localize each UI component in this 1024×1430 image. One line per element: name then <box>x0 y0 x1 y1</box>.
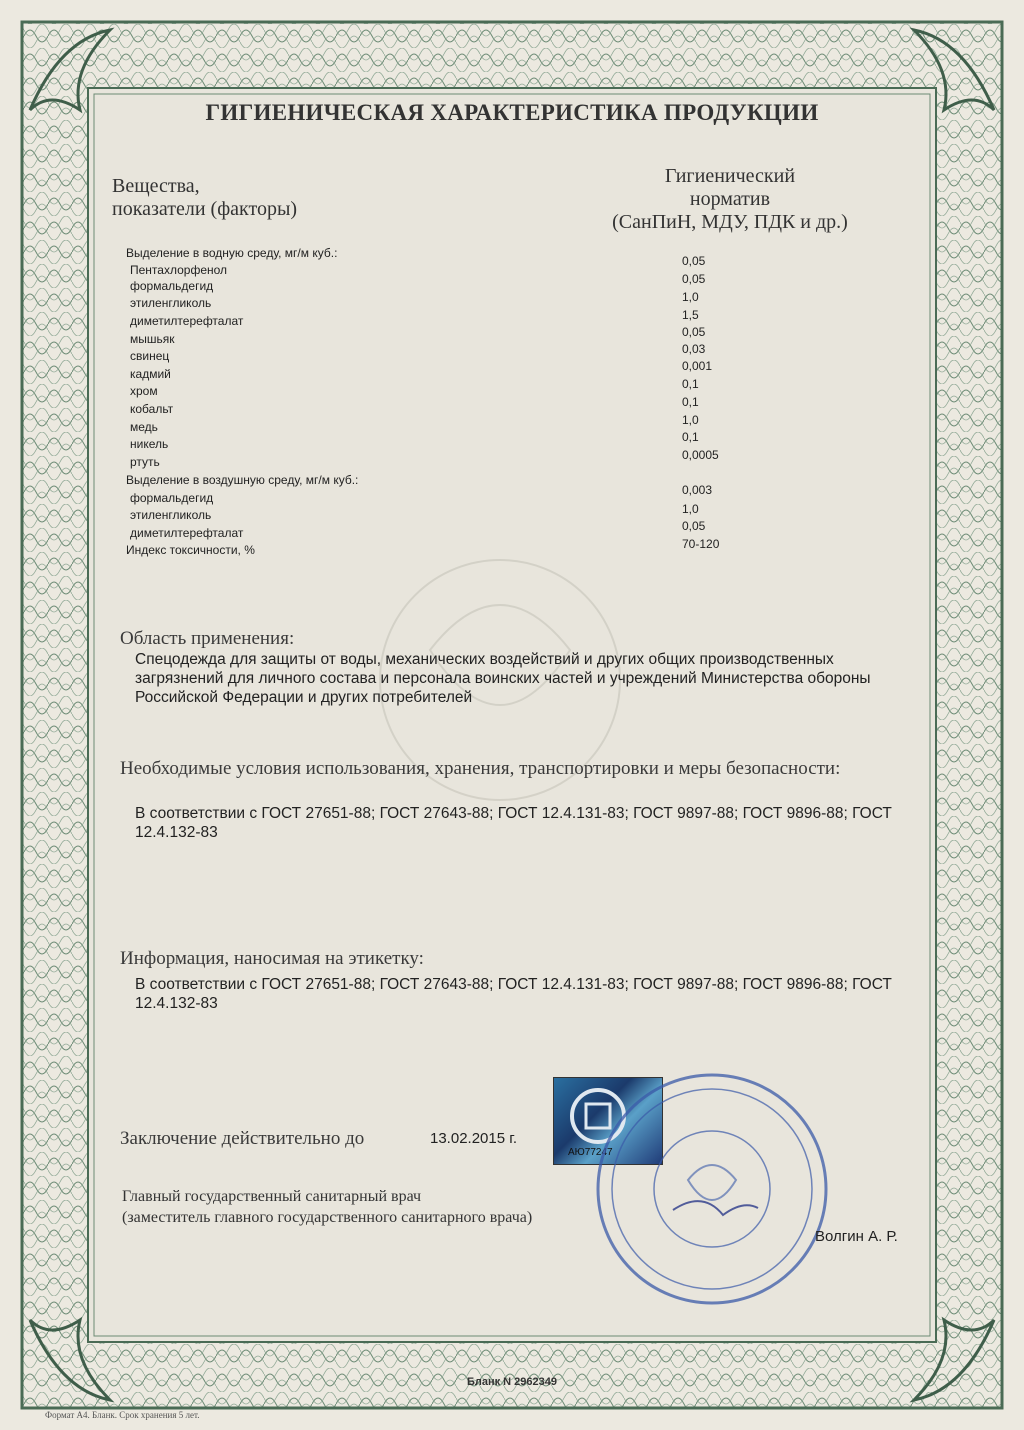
header-substances-line2: показатели (факторы) <box>112 198 298 220</box>
row-substance-name: ртуть <box>130 455 160 469</box>
header-norm-line3: (СанПиН, МДУ, ПДК и др.) <box>612 211 848 233</box>
row-substance-name: медь <box>130 420 158 434</box>
row-norm-value: 0,1 <box>682 430 699 444</box>
row-substance-name: хром <box>130 384 158 398</box>
conditions-heading: Необходимые условия использования, хранения, транспортировки и меры безопасности: <box>120 758 841 779</box>
row-substance-name: мышьяк <box>130 332 175 346</box>
validity-label: Заключение действительно до <box>120 1128 365 1149</box>
official-stamp <box>593 1070 831 1308</box>
doctor-title-deputy: (заместитель главного государственного санитарного врача) <box>122 1209 533 1226</box>
blank-number: Бланк N 2962349 <box>466 1376 558 1388</box>
row-substance-name: этиленгликоль <box>130 508 212 522</box>
header-norm-line1: Гигиенический <box>664 165 796 187</box>
row-norm-value: 0,05 <box>682 272 706 286</box>
row-norm-value: 0,001 <box>682 359 713 373</box>
row-norm-value: 0,1 <box>682 377 699 391</box>
row-norm-value: 0,0005 <box>682 448 719 462</box>
header-substances-line1: Вещества, <box>112 175 200 197</box>
row-substance-name: никель <box>130 437 169 451</box>
validity-date: 13.02.2015 г. <box>430 1130 518 1147</box>
header-norm <box>595 165 865 234</box>
doctor-title: Главный государственный санитарный врач <box>122 1188 422 1205</box>
row-norm-value: 0,05 <box>682 325 706 339</box>
application-text: Спецодежда для защиты от воды, механических воздействий и других общих производственных загрязнений для личного состава и персонала воинских частей и учреждений Министерства обороны Российской Федерации и других потребителей <box>135 651 871 706</box>
row-substance-name: формальдегид <box>130 491 214 505</box>
label-info-text: В соответствии с ГОСТ 27651-88; ГОСТ 27643-88; ГОСТ 12.4.131-83; ГОСТ 9897-88; ГОСТ 9896-88; ГОСТ 12.4.132-83 <box>135 976 892 1012</box>
row-norm-value: 1,0 <box>682 502 699 516</box>
row-norm-value: 70-120 <box>682 537 720 551</box>
application-heading: Область применения: <box>120 628 295 649</box>
row-norm-value: 0,05 <box>682 254 706 268</box>
row-norm-value: 1,0 <box>682 413 699 427</box>
row-norm-value: 0,1 <box>682 395 699 409</box>
row-norm-value: 0,003 <box>682 483 713 497</box>
hologram-number: АЮ77247 <box>568 1147 613 1158</box>
header-substances <box>112 175 297 221</box>
conditions-text: В соответствии с ГОСТ 27651-88; ГОСТ 27643-88; ГОСТ 12.4.131-83; ГОСТ 9897-88; ГОСТ 9896-88; ГОСТ 12.4.132-83 <box>135 805 892 841</box>
row-substance-name: формальдегид <box>130 279 214 293</box>
row-substance-name: кобальт <box>130 402 174 416</box>
row-norm-value: 1,5 <box>682 308 699 322</box>
row-substance-name: Выделение в водную среду, мг/м куб.: <box>126 246 338 260</box>
row-substance-name: этиленгликоль <box>130 296 212 310</box>
row-substance-name: диметилтерефталат <box>130 314 244 328</box>
header-norm-line2: норматив <box>689 188 771 210</box>
row-substance-name: кадмий <box>130 367 171 381</box>
row-substance-name: Пентахлорфенол <box>130 263 228 277</box>
row-substance-name: Выделение в воздушную среду, мг/м куб.: <box>126 473 359 487</box>
footer-note: Формат А4. Бланк. Срок хранения 5 лет. <box>45 1410 200 1420</box>
row-substance-name: свинец <box>130 349 170 363</box>
row-substance-name: диметилтерефталат <box>130 526 244 540</box>
label-info-heading: Информация, наносимая на этикетку: <box>120 948 424 969</box>
doctor-name: Волгин А. Р. <box>815 1228 898 1245</box>
document-title: ГИГИЕНИЧЕСКАЯ ХАРАКТЕРИСТИКА ПРОДУКЦИИ <box>205 100 819 125</box>
row-norm-value: 1,0 <box>682 290 699 304</box>
row-norm-value: 0,03 <box>682 342 706 356</box>
row-substance-name: Индекс токсичности, % <box>126 543 255 557</box>
row-norm-value: 0,05 <box>682 519 706 533</box>
